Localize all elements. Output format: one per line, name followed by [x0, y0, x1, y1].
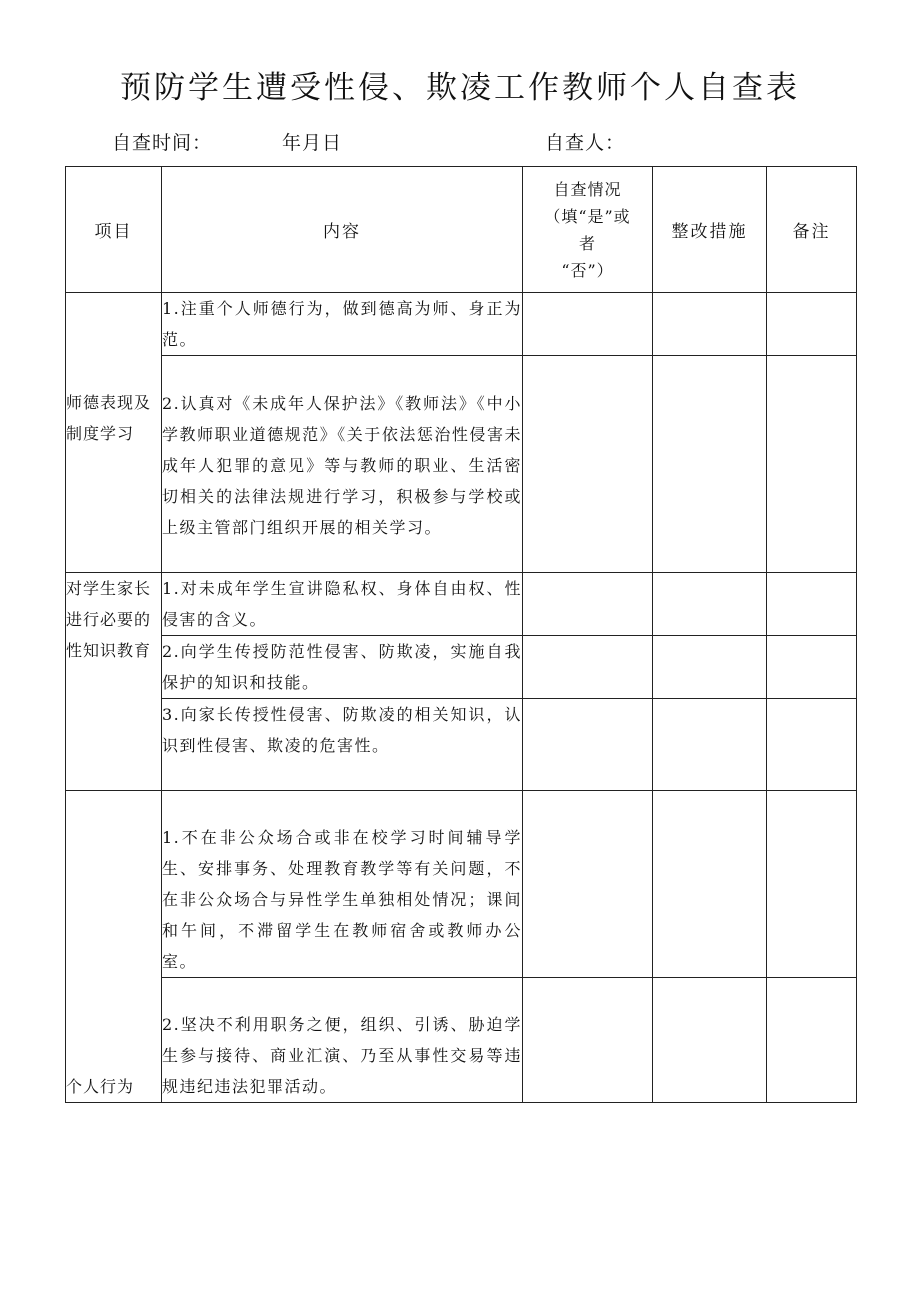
header-self-check-line1: 自查情况: [553, 179, 622, 199]
remark-cell[interactable]: [767, 636, 857, 699]
self-check-cell[interactable]: [523, 699, 653, 791]
header-remark: 备注: [767, 167, 857, 293]
table-row: [66, 573, 857, 636]
self-check-cell[interactable]: [523, 293, 653, 356]
self-check-cell[interactable]: [523, 356, 653, 573]
self-check-cell[interactable]: [523, 791, 653, 978]
table-row: [66, 293, 857, 356]
remark-cell[interactable]: [767, 293, 857, 356]
category-ethics: 师德表现及制度学习: [66, 293, 162, 573]
checker-label: 自查人：: [545, 132, 626, 154]
header-self-check-line4: “否”）: [561, 260, 614, 280]
remark-cell[interactable]: [767, 791, 857, 978]
item-ethics-2: 2.认真对《未成年人保护法》《教师法》《中小学教师职业道德规范》《关于依法惩治性侵害未成年人犯罪的意见》等与教师的职业、生活密切相关的法律法规进行学习，积极参与学校或上级主管部门组织开展的相关学习。: [162, 356, 523, 573]
remark-cell[interactable]: [767, 699, 857, 791]
item-ethics-1: 1.注重个人师德行为，做到德高为师、身正为范。: [162, 293, 523, 356]
header-self-check: [523, 167, 653, 293]
check-date-label: 自查时间：: [112, 132, 213, 154]
rectify-cell[interactable]: [653, 573, 767, 636]
item-education-1: 1.对未成年学生宣讲隐私权、身体自由权、性侵害的含义。: [162, 573, 523, 636]
item-conduct-1: 1.不在非公众场合或非在校学习时间辅导学生、安排事务、处理教育教学等有关问题，不在非公众场合与异性学生单独相处情况；课间和午间，不滞留学生在教师宿舍或教师办公室。: [162, 791, 523, 978]
rectify-cell[interactable]: [653, 699, 767, 791]
header-self-check-line3: 者: [578, 233, 596, 253]
rectify-cell[interactable]: [653, 636, 767, 699]
self-check-cell[interactable]: [523, 636, 653, 699]
check-date-field[interactable]: 年月日: [282, 132, 343, 154]
table-row: [66, 699, 857, 791]
rectify-cell[interactable]: [653, 356, 767, 573]
remark-cell[interactable]: [767, 573, 857, 636]
table-row: [66, 791, 857, 978]
header-self-check-line2: （填“是”或: [544, 206, 631, 226]
table-row: [66, 356, 857, 573]
rectify-cell[interactable]: [653, 293, 767, 356]
rectify-cell[interactable]: [653, 978, 767, 1103]
remark-cell[interactable]: [767, 356, 857, 573]
rectify-cell[interactable]: [653, 791, 767, 978]
self-check-cell[interactable]: [523, 573, 653, 636]
self-check-cell[interactable]: [523, 978, 653, 1103]
table-row: [66, 636, 857, 699]
category-personal-conduct: 个人行为: [66, 791, 162, 1103]
page-title: 预防学生遭受性侵、欺凌工作教师个人自查表: [120, 70, 800, 106]
item-education-3: 3.向家长传授性侵害、防欺凌的相关知识，认识到性侵害、欺凌的危害性。: [162, 699, 523, 791]
remark-cell[interactable]: [767, 978, 857, 1103]
table-header-row: [66, 167, 857, 293]
header-category: 项目: [66, 167, 162, 293]
category-sex-education: 对学生家长进行必要的性知识教育: [66, 573, 162, 791]
table-row: [66, 978, 857, 1103]
header-rectify: 整改措施: [653, 167, 767, 293]
header-content: 内容: [162, 167, 523, 293]
item-conduct-2: 2.坚决不利用职务之便，组织、引诱、胁迫学生参与接待、商业汇演、乃至从事性交易等违规违纪违法犯罪活动。: [162, 978, 523, 1103]
item-education-2: 2.向学生传授防范性侵害、防欺凌，实施自我保护的知识和技能。: [162, 636, 523, 699]
self-check-table: [65, 166, 857, 1103]
